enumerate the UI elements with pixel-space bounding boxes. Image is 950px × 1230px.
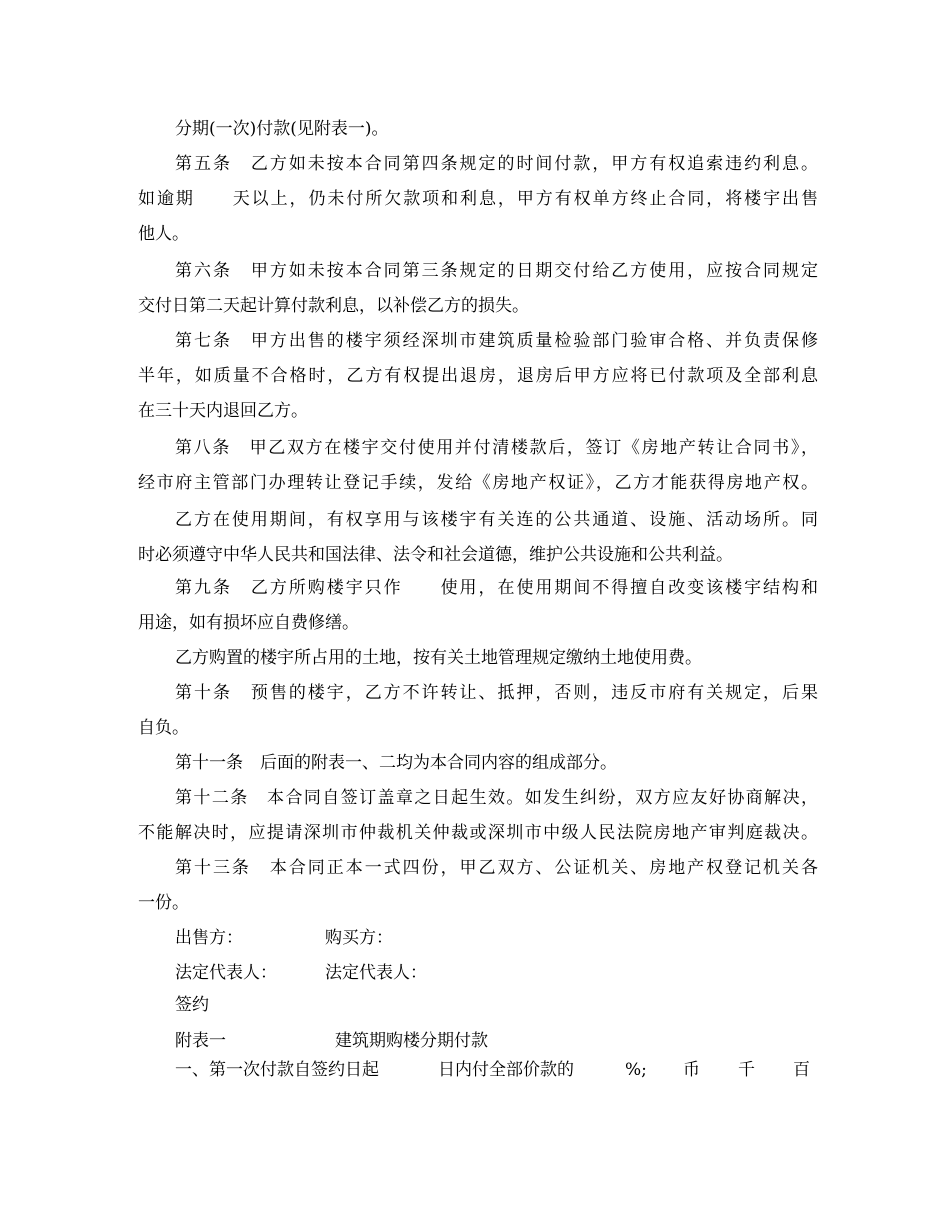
appendix-title: 建筑期购楼分期付款 xyxy=(335,1031,488,1051)
appendix-label: 附表一 xyxy=(175,1031,226,1051)
currency-label: 币 xyxy=(683,1060,700,1080)
article-13-line: 第十三条 本合同正本一式四份，甲乙双方、公证机关、房地产权登记机关各 xyxy=(175,858,818,878)
seller-rep-label: 法定代表人： xyxy=(175,963,277,983)
article-7-line: 半年，如质量不合格时，乙方有权提出退房，退房后甲方应将已付款项及全部利息 xyxy=(138,366,818,386)
article-5-line: 他人。 xyxy=(138,224,189,244)
article-8-line: 第八条 甲乙双方在楼宇交付使用并付清楼款后，签订《房地产转让合同书》， xyxy=(175,438,818,458)
article-6-line: 交付日第二天起计算付款利息，以补偿乙方的损失。 xyxy=(138,296,529,316)
article-12-line: 不能解决时，应提请深圳市仲裁机关仲裁或深圳市中级人民法院房地产审判庭裁决。 xyxy=(138,823,818,843)
article-11-line: 第十一条 后面的附表一、二均为本合同内容的组成部分。 xyxy=(175,753,617,773)
seller-label: 出售方： xyxy=(175,928,243,948)
article-13-line: 一份。 xyxy=(138,893,189,913)
first-payment-percent: %; xyxy=(625,1060,647,1080)
article-6-line: 第六条 甲方如未按本合同第三条规定的日期交付给乙方使用，应按合同规定 xyxy=(175,261,818,281)
buyer-label: 购买方： xyxy=(325,928,393,948)
paragraph-line: 分期(一次)付款(见附表一)。 xyxy=(175,119,389,139)
article-8-line: 经市府主管部门办理转让登记手续，发给《房地产权证》，乙方才能获得房地产权。 xyxy=(138,473,818,493)
article-7-line: 第七条 甲方出售的楼宇须经深圳市建筑质量检验部门验审合格、并负责保修 xyxy=(175,331,818,351)
article-5-line: 第五条 乙方如未按本合同第四条规定的时间付款，甲方有权追索违约利息。 xyxy=(175,154,818,174)
article-12-line: 第十二条 本合同自签订盖章之日起生效。如发生纠纷，双方应友好协商解决， xyxy=(175,788,818,808)
article-10-line: 第十条 预售的楼宇，乙方不许转让、抵押，否则，违反市府有关规定，后果 xyxy=(175,683,818,703)
first-payment-text: 一、第一次付款自签约日起 xyxy=(175,1060,379,1080)
article-7-line: 在三十天内退回乙方。 xyxy=(138,401,308,421)
usage-rights-line: 时必须遵守中华人民共和国法律、法令和社会道德，维护公共设施和公共利益。 xyxy=(138,545,733,565)
first-payment-days-text: 日内付全部价款的 xyxy=(438,1060,574,1080)
article-9-line: 第九条 乙方所购楼宇只作 使用，在使用期间不得擅自改变该楼宇结构和 xyxy=(175,578,818,598)
hundred-label: 百 xyxy=(793,1060,810,1080)
land-fee-line: 乙方购置的楼宇所占用的土地，按有关土地管理规定缴纳土地使用费。 xyxy=(175,648,702,668)
article-9-line: 用途，如有损坏应自费修缮。 xyxy=(138,613,359,633)
article-10-line: 自负。 xyxy=(138,718,189,738)
signing-label: 签约 xyxy=(175,995,209,1015)
buyer-rep-label: 法定代表人： xyxy=(325,963,427,983)
thousand-label: 千 xyxy=(738,1060,755,1080)
usage-rights-line: 乙方在使用期间，有权享用与该楼宇有关连的公共通道、设施、活动场所。同 xyxy=(175,510,818,530)
article-5-line: 如逾期 天以上，仍未付所欠款项和利息，甲方有权单方终止合同，将楼宇出售 xyxy=(138,189,818,209)
